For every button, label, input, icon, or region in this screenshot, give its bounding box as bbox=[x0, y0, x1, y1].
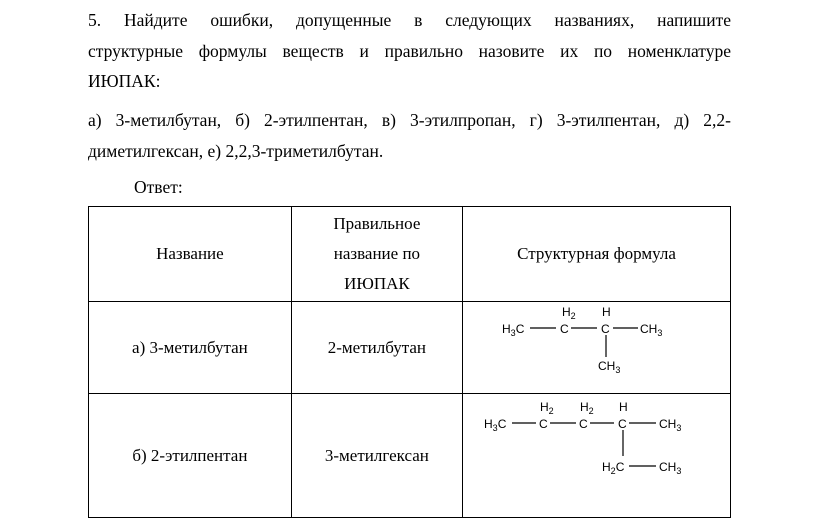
row-1-name: а) 3-метилбутан bbox=[89, 302, 292, 394]
row-2-iupac: 3-метилгексан bbox=[291, 394, 462, 518]
structural-formula-2 bbox=[464, 394, 729, 512]
formula-1-h3c: $H_3C$ bbox=[502, 322, 525, 338]
structural-formula-1 bbox=[464, 302, 729, 388]
header-iupac-line-2: название по bbox=[333, 244, 421, 263]
table-header-row bbox=[89, 207, 731, 302]
formula-2-c2: C bbox=[579, 417, 588, 431]
formula-1-h: H bbox=[602, 305, 611, 319]
table-row bbox=[89, 302, 731, 394]
formula-2-h2b: $H_2$ bbox=[580, 400, 594, 416]
task-line-1: 5. Найдите ошибки, допущенные в следующих названиях, напишите bbox=[88, 10, 731, 30]
header-formula: Структурная формула bbox=[463, 207, 731, 302]
task-line-3: ИЮПАК: bbox=[88, 71, 161, 91]
header-name: Название bbox=[89, 207, 292, 302]
formula-1-c2: C bbox=[601, 322, 610, 336]
answer-table bbox=[88, 206, 731, 518]
formula-2-ch3-bottom: $CH_3$ bbox=[659, 460, 682, 476]
row-1-iupac: 2-метилбутан bbox=[291, 302, 462, 394]
formula-2-h2a: $H_2$ bbox=[540, 400, 554, 416]
answer-label: Ответ: bbox=[134, 177, 183, 197]
formula-2-h3c: $H_3C$ bbox=[484, 417, 507, 433]
header-iupac-line-3: ИЮПАК bbox=[344, 274, 410, 293]
header-iupac bbox=[291, 207, 462, 302]
row-1-formula bbox=[463, 302, 731, 394]
formula-2-c3: C bbox=[618, 417, 627, 431]
formula-1-ch3-down: $CH_3$ bbox=[598, 359, 621, 375]
formula-2-h: H bbox=[619, 400, 628, 414]
row-2-name: б) 2-этилпентан bbox=[89, 394, 292, 518]
formula-2-ch3-right: $CH_3$ bbox=[659, 417, 682, 433]
formula-1-h2: $H_2$ bbox=[562, 305, 576, 321]
formula-1-ch3-right: $CH_3$ bbox=[640, 322, 663, 338]
formula-1-c1: C bbox=[560, 322, 569, 336]
row-2-formula bbox=[463, 394, 731, 518]
header-iupac-line-1: Правильное bbox=[333, 214, 421, 233]
formula-2-c1: C bbox=[539, 417, 548, 431]
formula-2-h2c: $H_2C$ bbox=[602, 460, 625, 476]
table-row bbox=[89, 394, 731, 518]
task-line-2: структурные формулы веществ и правильно назовите их по номенклатуре bbox=[88, 41, 731, 61]
task-line-4: а) 3-метилбутан, б) 2-этилпентан, в) 3-этилпропан, г) 3-этилпентан, д) 2,2- bbox=[88, 110, 731, 130]
task-line-5: диметилгексан, е) 2,2,3-триметилбутан. bbox=[88, 141, 384, 161]
